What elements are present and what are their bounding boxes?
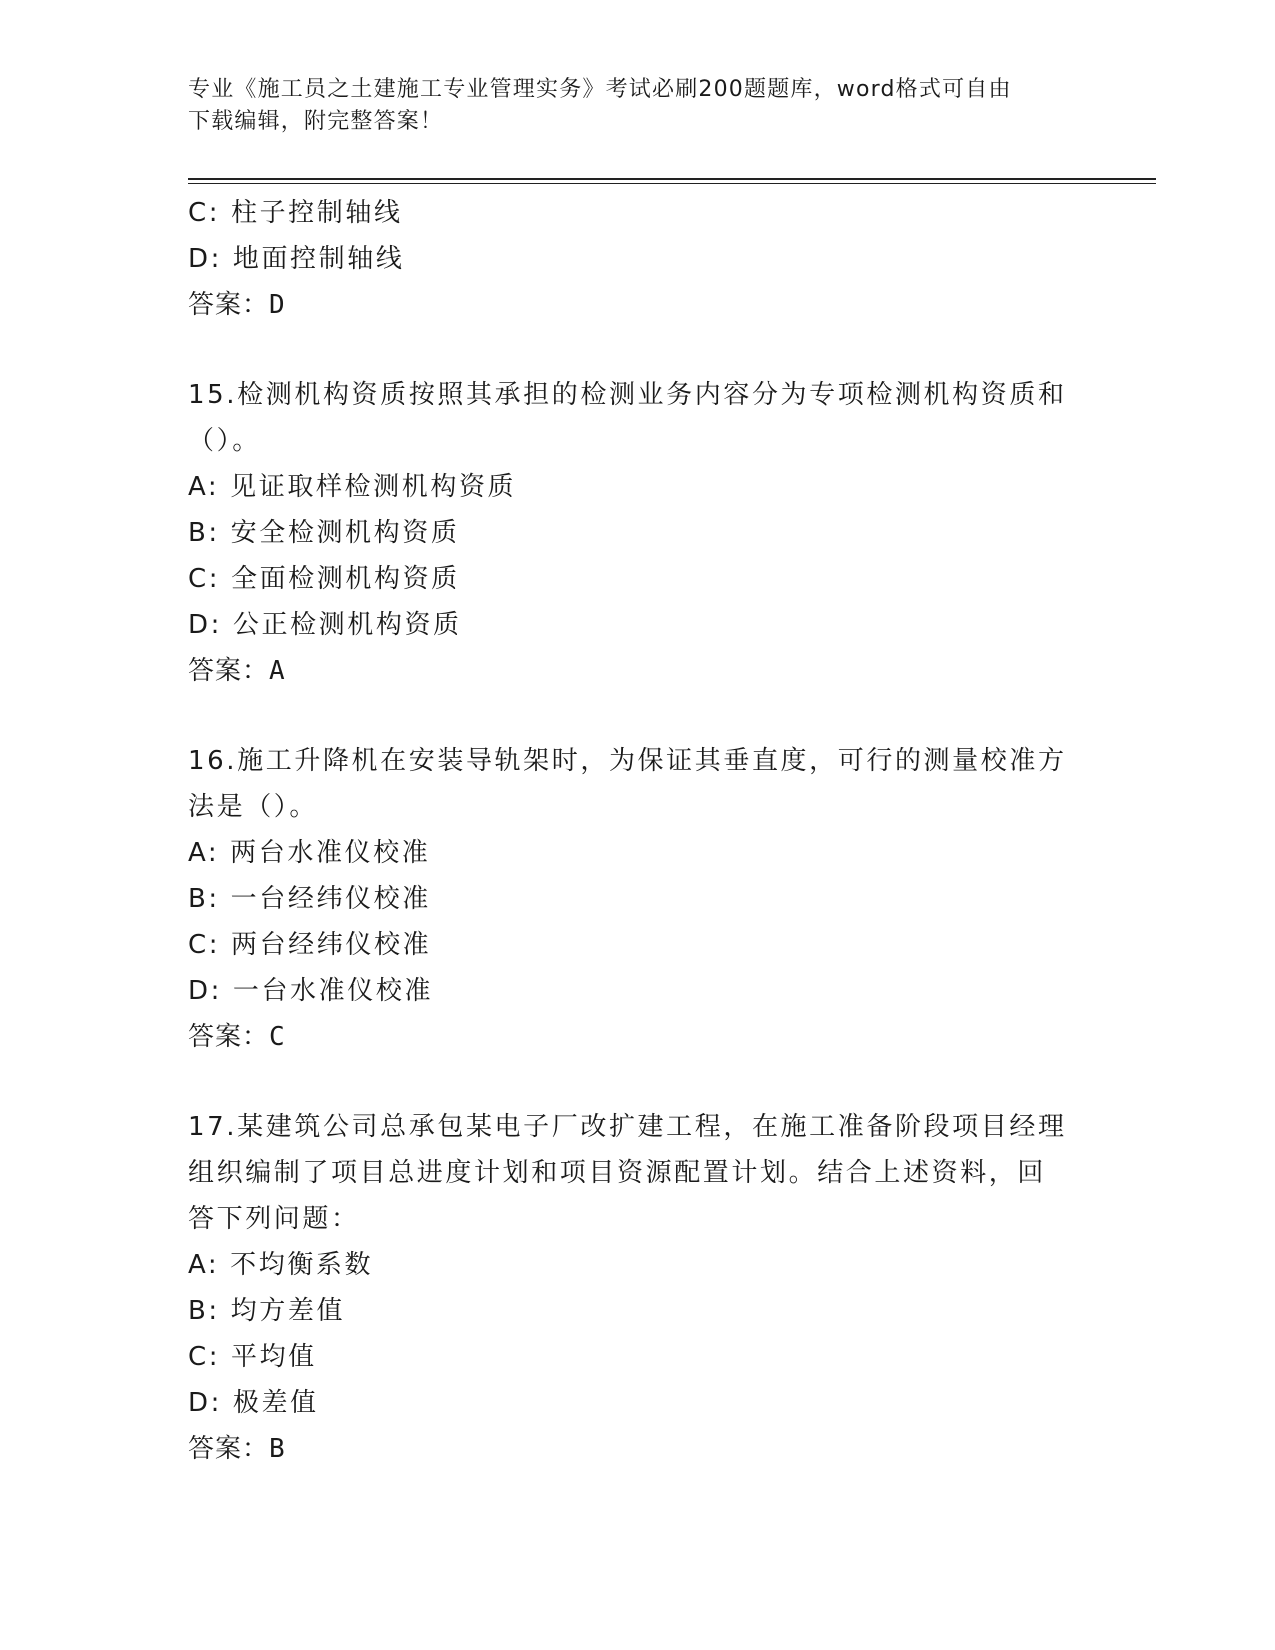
header-line-1: 专业《施工员之土建施工专业管理实务》考试必刷200题题库，word格式可自由 [188, 77, 1012, 102]
option-d: D: 极差值 [188, 1388, 319, 1418]
answer-line [188, 1426, 1088, 1472]
option-c: C: 柱子控制轴线 [188, 198, 403, 228]
option-d: D: 地面控制轴线 [188, 244, 405, 274]
answer-label: 答案： [188, 1022, 270, 1052]
answer-label: 答案： [188, 656, 270, 686]
answer-line [188, 1014, 1088, 1060]
question-stem-line: 17.某建筑公司总承包某电子厂改扩建工程，在施工准备阶段项目经理 [188, 1112, 1067, 1142]
option-c: C: 全面检测机构资质 [188, 564, 460, 594]
question-14-continuation [188, 190, 1088, 328]
header-divider-thick [188, 178, 1156, 180]
option-b: B: 一台经纬仪校准 [188, 884, 431, 914]
question-stem-line: （）。 [188, 426, 261, 456]
question-stem-line: 16.施工升降机在安装导轨架时，为保证其垂直度，可行的测量校准方 [188, 746, 1067, 776]
question-stem-line: 15.检测机构资质按照其承担的检测业务内容分为专项检测机构资质和 [188, 380, 1067, 410]
question-stem-line: 答下列问题： [188, 1204, 360, 1234]
option-d: D: 公正检测机构资质 [188, 610, 462, 640]
option-c: C: 平均值 [188, 1342, 317, 1372]
answer-line [188, 648, 1088, 694]
option-d: D: 一台水准仪校准 [188, 976, 434, 1006]
option-a: A: 不均衡系数 [188, 1250, 374, 1280]
question-stem-line: 法是（）。 [188, 792, 319, 822]
answer-value: D [269, 290, 286, 320]
question-17 [188, 1104, 1088, 1472]
option-a: A: 见证取样检测机构资质 [188, 472, 517, 502]
answer-value: C [269, 1022, 286, 1052]
answer-label: 答案： [188, 290, 270, 320]
header-divider-thin [188, 183, 1156, 184]
option-b: B: 均方差值 [188, 1296, 346, 1326]
option-a: A: 两台水准仪校准 [188, 838, 431, 868]
question-stem-line: 组织编制了项目总进度计划和项目资源配置计划。结合上述资料，回 [188, 1158, 1047, 1188]
answer-value: B [269, 1434, 286, 1464]
document-header [188, 74, 1068, 138]
question-16 [188, 738, 1088, 1060]
question-content [188, 190, 1088, 1472]
header-line-2: 下载编辑，附完整答案！ [188, 109, 444, 134]
answer-value: A [269, 656, 286, 686]
option-c: C: 两台经纬仪校准 [188, 930, 432, 960]
question-15 [188, 372, 1088, 694]
answer-line [188, 282, 1088, 328]
option-b: B: 安全检测机构资质 [188, 518, 460, 548]
answer-label: 答案： [188, 1434, 270, 1464]
